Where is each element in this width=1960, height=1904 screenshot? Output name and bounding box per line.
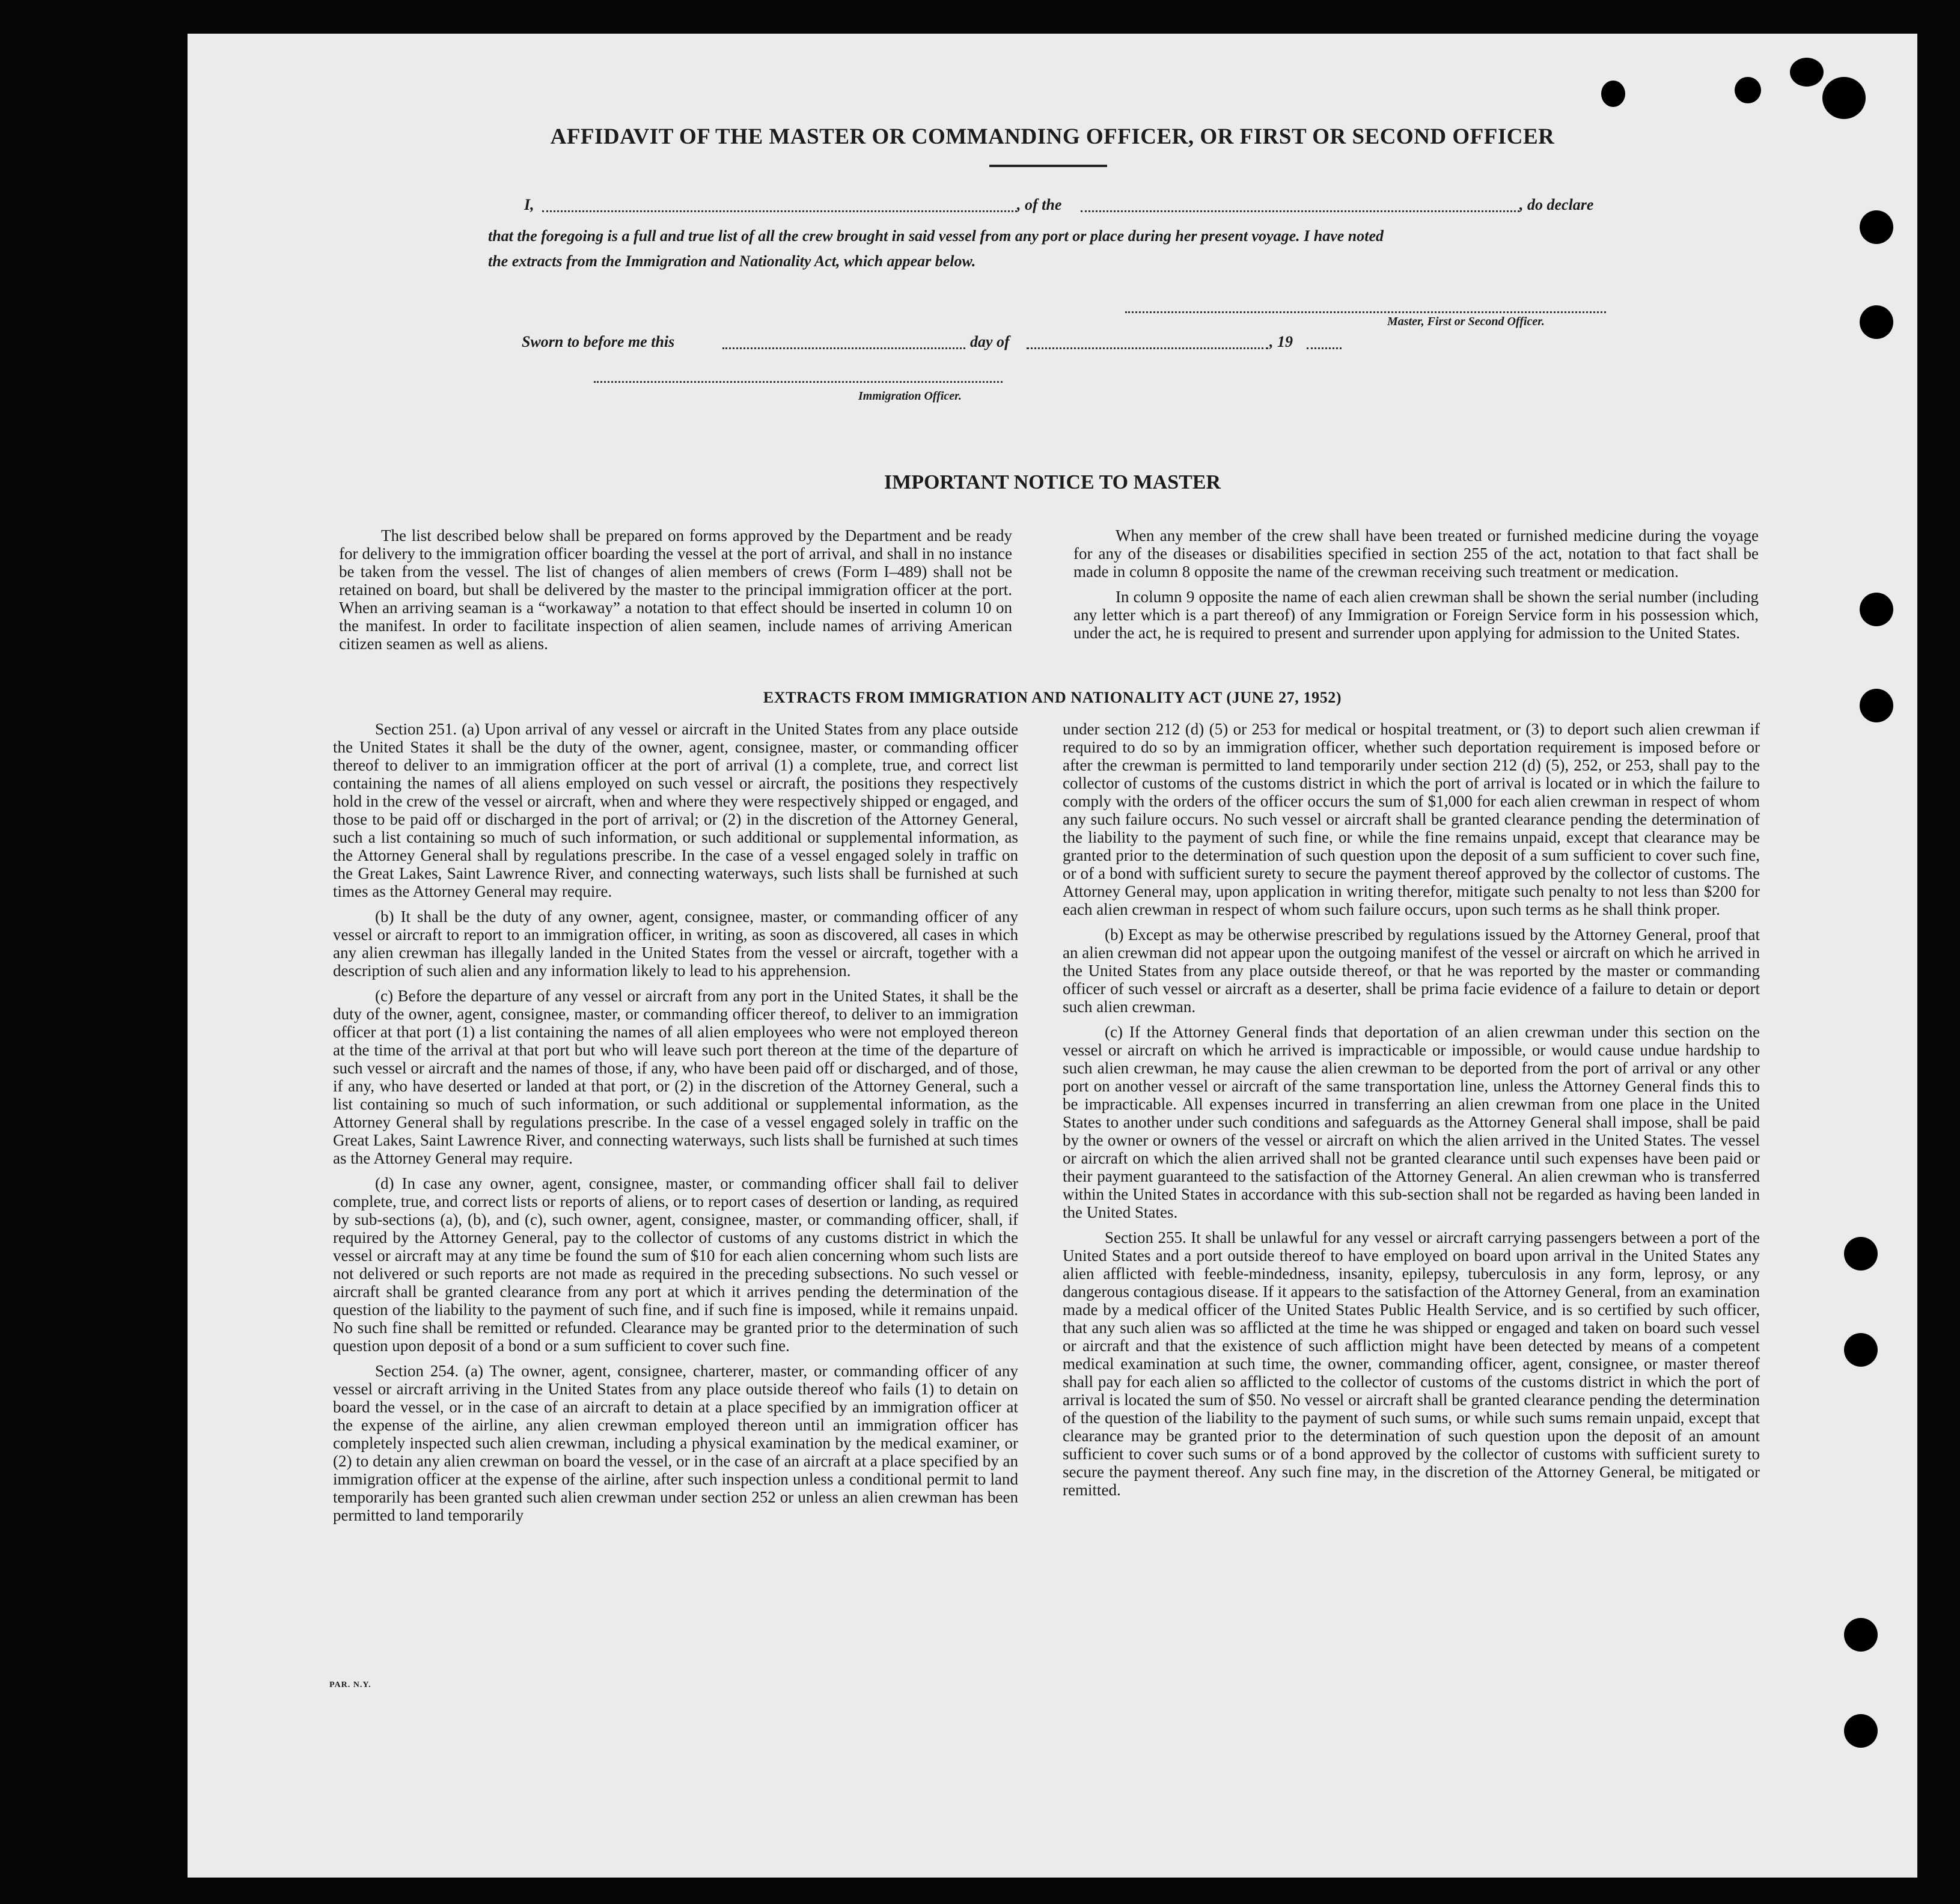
affidavit-title: AFFIDAVIT OF THE MASTER OR COMMANDING OFFICER, OR FIRST OR SECOND OFFICER: [550, 124, 1555, 149]
punch-hole: [1844, 1333, 1878, 1367]
section-paragraph: (b) It shall be the duty of any owner, agent, consignee, master, or commanding officer of any vessel or aircraft to report to an immigration officer, in writing, as soon as discovered, all cases in which any alien crewman has illegally landed in the United States from the vessel or aircraft, together with a description of such alien and any information likely to lead to his apprehension.: [333, 908, 1018, 980]
section-paragraph: Section 254. (a) The owner, agent, consignee, charterer, master, or commanding officer of any vessel or aircraft arriving in the United States from any place outside thereof who fails (1) to detain on board the vessel, or in the case of an aircraft to detain at a place specified by an immigration officer at the expense of the airline, any alien crewman employed thereon until an immigration officer has completely inspected such alien crewman, including a physical examination by the medical examiner, or (2) to detain any alien crewman on board the vessel, or in the case of an aircraft at a place specified by an immigration officer at the expense of the airline, after such inspection unless a conditional permit to land temporarily has been granted such alien crewman under section 252 or unless an alien crewman has been permitted to land temporarily: [333, 1362, 1018, 1524]
declarant-name-field[interactable]: [542, 210, 1017, 212]
punch-hole: [1844, 1618, 1878, 1652]
sworn-month-field[interactable]: [1027, 347, 1268, 349]
punch-hole: [1860, 593, 1893, 626]
section-paragraph: Section 255. It shall be unlawful for any vessel or aircraft carrying passengers between a port of the United States and a port outside thereof to have employed on board upon arrival in the United States any alien afflicted with feeble-mindedness, insanity, epilepsy, tuberculosis in any form, leprosy, or any dangerous contagious disease. If it appears to the satisfaction of the Attorney General, from an examination made by a medical officer of the United States Public Health Service, and is so certified by such officer, that any such alien was so afflicted at the time he was shipped or engaged and taken on board such vessel or aircraft and that the existence of such affliction might have been detected by means of a competent medical examination at such time, the owner, commanding officer, agent, consignee, or master thereof shall pay for each alien so afflicted to the collector of customs of the customs district in which the port of arrival is located the sum of $50. No vessel or aircraft shall be granted clearance pending the determination of the question of the liability to the payment of such sums, or while such sums remain unpaid, except that clearance may be granted prior to the determination of such question upon the deposit of an amount sufficient to cover such sums or of a bond approved by the collector of customs with sufficient surety to secure the payment thereof. Any such fine may, in the discretion of the Attorney General, be mitigated or remitted.: [1063, 1228, 1760, 1499]
section-paragraph: (d) In case any owner, agent, consignee, master, or commanding officer shall fail to deliver complete, true, and correct lists or reports of aliens, or to report cases of desertion or landing, as required by sub-sections (a), (b), and (c), such owner, agent, consignee, master, or commanding officer, shall, if required by the Attorney General, pay to the collector of customs of any customs district in which the vessel or aircraft may at any time be found the sum of $10 for each alien concerning whom such lists are not delivered or such reports are not made as required in the preceding subsections. No such vessel or aircraft shall be granted clearance from any port at which it arrives pending the determination of the question of the liability to the payment of such fine, and if such fine is imposed, while it remains unpaid. No such fine shall be remitted or refunded. Clearance may be granted prior to the determination of such question upon deposit of a bond or a sum sufficient to cover such fine.: [333, 1174, 1018, 1355]
sworn-day-field[interactable]: [722, 347, 965, 349]
section-paragraph: (b) Except as may be otherwise prescribed by regulations issued by the Attorney General, proof that an alien crewman did not appear upon the outgoing manifest of the vessel or aircraft on which he arrived in the United States from any place outside thereof, or that he was reported by the master or commanding officer of such vessel or aircraft as a deserter, shall be prima facie evidence of a failure to detain or deport such alien crewman.: [1063, 926, 1760, 1016]
extracts-title: EXTRACTS FROM IMMIGRATION AND NATIONALITY ACT (JUNE 27, 1952): [763, 689, 1342, 706]
punch-hole: [1844, 1237, 1878, 1271]
notice-paragraph: The list described below shall be prepared on forms approved by the Department and be ready for delivery to the immigration officer boarding the vessel at the port of arrival, and shall in no instance be taken from the vessel. The list of changes of alien members of crews (Form I–489) shall not be retained on board, but shall be delivered by the master to the principal immigration officer at the port. When an arriving seaman is a “workaway” a notation to that effect should be inserted in column 10 on the manifest. In order to facilitate inspection of alien seamen, include names of arriving American citizen seamen as well as aliens.: [339, 526, 1012, 653]
declaration-line-2: the extracts from the Immigration and Nationality Act, which appear below.: [488, 252, 976, 270]
sworn-label: Sworn to before me this: [522, 333, 675, 350]
officer-signature-caption: Immigration Officer.: [858, 389, 962, 403]
notice-title: IMPORTANT NOTICE TO MASTER: [884, 471, 1221, 493]
printer-mark: PAR. N.Y.: [329, 1680, 371, 1689]
year-label: , 19: [1269, 333, 1293, 350]
ink-blot: [1790, 58, 1824, 87]
of-the-label: , of the: [1017, 196, 1062, 213]
notice-right-column: [1073, 526, 1759, 649]
ink-blot: [1735, 77, 1761, 103]
do-declare-label: , do declare: [1519, 196, 1594, 213]
declarant-label: I,: [524, 196, 534, 213]
punch-hole: [1860, 210, 1893, 244]
notice-paragraph: When any member of the crew shall have been treated or furnished medicine during the voyage for any of the diseases or disabilities specified in section 255 of the act, notation to that fact shall be made in column 8 opposite the name of the crewman receiving such treatment or medication.: [1073, 526, 1759, 581]
title-divider: [989, 165, 1107, 167]
notice-left-column: [339, 526, 1012, 660]
section-paragraph: (c) If the Attorney General finds that deportation of an alien crewman under this section on the vessel or aircraft on which he arrived is impracticable or impossible, or would cause undue hardship to such alien crewman, he may cause the alien crewman to be deported from the port of arrival or any other port on another vessel or aircraft of the same transportation line, unless the Attorney General finds this to be impracticable. All expenses incurred in transferring an alien crewman from one place in the United States to another under such conditions and safeguards as the Attorney General shall impose, shall be paid by the owner or owners of the vessel or aircraft on which the alien arrived in the United States. The vessel or aircraft on which the alien arrived shall not be granted clearance until such expenses have been paid or their payment guaranteed to the satisfaction of the Attorney General. An alien crewman who is transferred within the United States in accordance with this sub-section shall not be regarded as having been landed in the United States.: [1063, 1023, 1760, 1221]
notice-paragraph: In column 9 opposite the name of each alien crewman shall be shown the serial number (including any letter which is a part thereof) of any Immigration or Foreign Service form in his possession which, under the act, he is required to present and surrender upon applying for admission to the United States.: [1073, 588, 1759, 642]
day-of-label: day of: [970, 333, 1010, 350]
section-paragraph: under section 212 (d) (5) or 253 for medical or hospital treatment, or (3) to deport such alien crewman if required to do so by an immigration officer, whether such deportation requirement is imposed before or after the crewman is permitted to land temporarily under section 212 (d) (5), 252, or 253, shall pay to the collector of customs of the customs district in which the port of arrival is located or in which the failure to comply with the orders of the officer occurs the sum of $1,000 for each alien crewman in respect of whom any such failure occurs. No such vessel or aircraft shall be granted clearance pending the determination of the liability to the payment of such fine, or while the fine remains unpaid, except that clearance may be granted prior to the determination of such question upon the deposit of a sum sufficient to cover such fine, or of a bond with sufficient surety to secure the payment thereof approved by the collector of customs. The Attorney General may, upon application in writing therefor, mitigate such penalty to not less than $200 for each alien crewman in respect of whom such failure occurs, upon such terms as he shall think proper.: [1063, 720, 1760, 918]
punch-hole: [1860, 689, 1893, 722]
section-paragraph: (c) Before the departure of any vessel or aircraft from any port in the United States, it shall be the duty of the owner, agent, consignee, master, or commanding officer thereof, to deliver to an immigration officer at that port (1) a list containing the names of all alien employees who were not employed thereon at the time of the arrival at that port but who will leave such port thereon at the time of the departure of such vessel or aircraft and the names of those, if any, who have been paid off or discharged, and of those, if any, who have deserted or landed at that port, or (2) in the discretion of the Attorney General, such a list containing so much of such information, or such additional or supplemental information, as the Attorney General shall by regulations prescribe. In the case of a vessel engaged solely in traffic on the Great Lakes, Saint Lawrence River, and connecting waterways, such lists shall be furnished at such times as the Attorney General may require.: [333, 987, 1018, 1167]
document-page: [188, 34, 1917, 1878]
declaration-line-1: that the foregoing is a full and true list of all the crew brought in said vessel from any port or place during her present voyage. I have noted: [488, 227, 1384, 245]
extracts-right-column: [1063, 720, 1760, 1506]
master-signature-caption: Master, First or Second Officer.: [1387, 315, 1545, 328]
extracts-left-column: [333, 720, 1018, 1531]
master-signature-field[interactable]: [1125, 311, 1606, 313]
ink-blot: [1601, 81, 1625, 107]
punch-hole: [1860, 305, 1893, 339]
section-paragraph: Section 251. (a) Upon arrival of any vessel or aircraft in the United States from any place outside the United States it shall be the duty of the owner, agent, consignee, master, or commanding officer thereof to deliver to an immigration officer at the port of arrival (1) a complete, true, and correct list containing the names of all aliens employed on such vessel or aircraft, the positions they respectively hold in the crew of the vessel or aircraft, when and where they were respectively shipped or engaged, and those to be paid off or discharged in the port of arrival; or (2) in the discretion of the Attorney General, such a list containing so much of such information, or such additional or supplemental information, as the Attorney General shall by regulations prescribe. In the case of a vessel engaged solely in traffic on the Great Lakes, Saint Lawrence River, and connecting waterways, such lists shall be furnished at such times as the Attorney General may require.: [333, 720, 1018, 900]
sworn-year-field[interactable]: [1307, 347, 1342, 349]
ink-blot: [1822, 77, 1866, 119]
officer-signature-field[interactable]: [594, 381, 1003, 383]
vessel-name-field[interactable]: [1081, 210, 1519, 212]
punch-hole: [1844, 1714, 1878, 1748]
